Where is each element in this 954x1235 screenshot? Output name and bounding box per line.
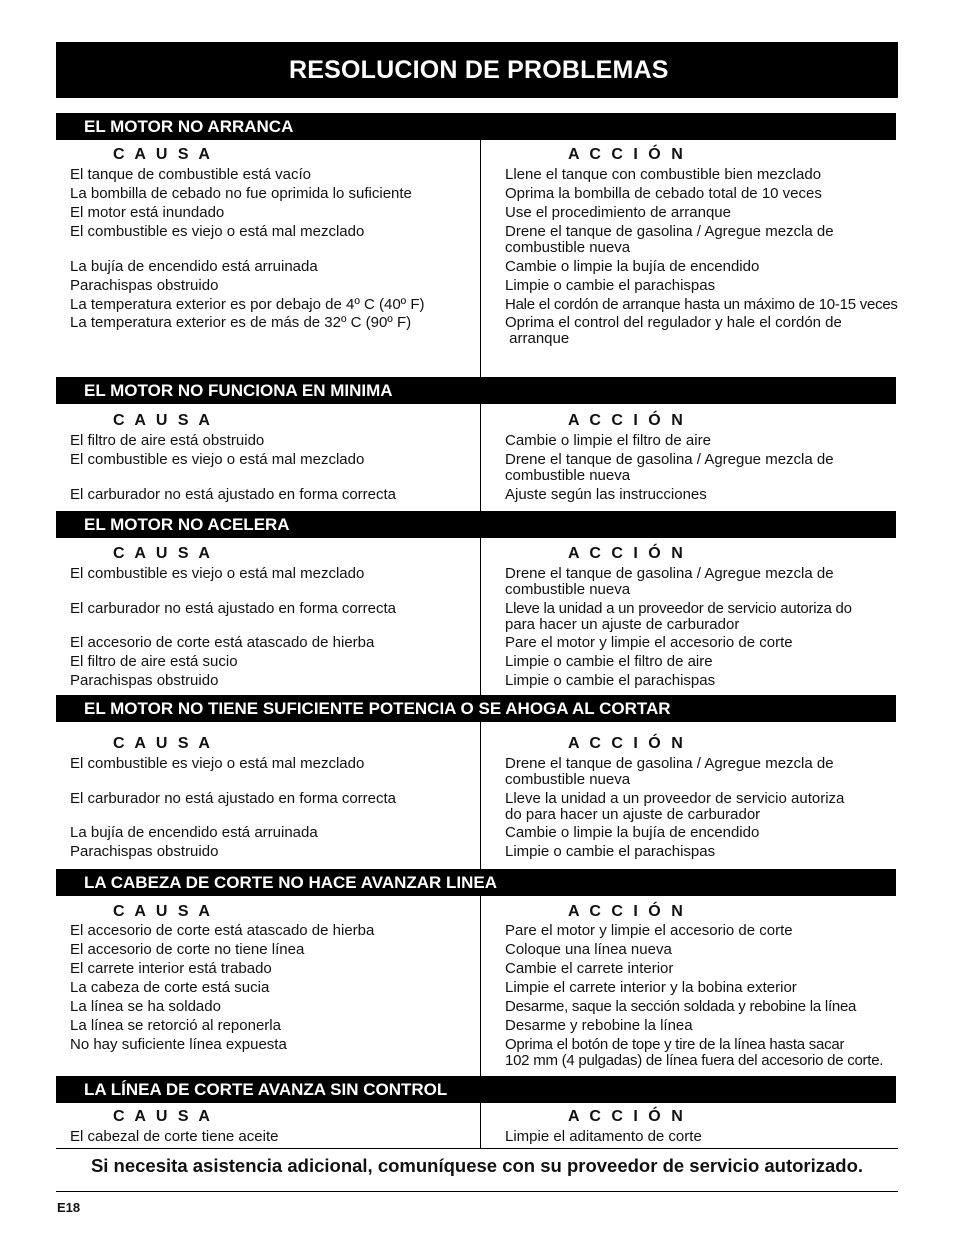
cause-text: La bombilla de cebado no fue oprimida lo suficiente bbox=[70, 185, 412, 202]
cause-text: El accesorio de corte está atascado de hierba bbox=[70, 922, 375, 939]
cause-text: El tanque de combustible está vacío bbox=[70, 166, 311, 183]
footer-note: Si necesita asistencia adicional, comuníquese con su proveedor de servicio autorizado. bbox=[90, 1155, 864, 1176]
cause-header: C A U S A bbox=[113, 735, 213, 752]
cause-text: No hay suficiente línea expuesta bbox=[70, 1036, 287, 1053]
cause-text: La línea se ha soldado bbox=[70, 998, 221, 1015]
action-text: Limpie o cambie el parachispas bbox=[505, 843, 716, 860]
cause-header: C A U S A bbox=[113, 1108, 213, 1125]
column-divider bbox=[480, 404, 481, 511]
section-title: EL MOTOR NO FUNCIONA EN MINIMA bbox=[56, 377, 896, 404]
cause-text: El cabezal de corte tiene aceite bbox=[70, 1128, 279, 1145]
action-text: Oprima el botón de tope y tire de la línea hasta sacar bbox=[505, 1036, 845, 1053]
action-text: Limpie o cambie el parachispas bbox=[505, 277, 716, 294]
cause-text: El filtro de aire está obstruido bbox=[70, 432, 265, 449]
action-text: Desarme, saque la sección soldada y rebobine la línea bbox=[505, 998, 857, 1015]
action-text: Limpie el carrete interior y la bobina exterior bbox=[505, 979, 797, 996]
action-text: 102 mm (4 pulgadas) de línea fuera del accesorio de corte. bbox=[505, 1052, 884, 1069]
action-text: Cambie o limpie el filtro de aire bbox=[505, 432, 711, 449]
cause-text: Parachispas obstruido bbox=[70, 277, 219, 294]
action-text: Hale el cordón de arranque hasta un máximo de 10-15 veces bbox=[505, 296, 898, 313]
action-text: Pare el motor y limpie el accesorio de corte bbox=[505, 634, 793, 651]
section-title: EL MOTOR NO TIENE SUFICIENTE POTENCIA O SE AHOGA AL CORTAR bbox=[56, 695, 896, 722]
cause-header: C A U S A bbox=[113, 146, 213, 163]
action-text: Limpie el aditamento de corte bbox=[505, 1128, 702, 1145]
action-text: combustible nueva bbox=[505, 771, 631, 788]
action-text: Oprima el control del regulador y hale el cordón de bbox=[505, 314, 842, 331]
action-text: Pare el motor y limpie el accesorio de corte bbox=[505, 922, 793, 939]
action-text: combustible nueva bbox=[505, 581, 631, 598]
cause-text: El combustible es viejo o está mal mezclado bbox=[70, 565, 365, 582]
action-text: Coloque una línea nueva bbox=[505, 941, 672, 958]
cause-text: La bujía de encendido está arruinada bbox=[70, 258, 318, 275]
action-text: Cambie el carrete interior bbox=[505, 960, 674, 977]
column-divider bbox=[480, 140, 481, 377]
action-header: A C C I Ó N bbox=[568, 1108, 686, 1125]
page-title-bar bbox=[56, 42, 898, 98]
cause-text: La cabeza de corte está sucia bbox=[70, 979, 270, 996]
action-text: Drene el tanque de gasolina / Agregue mezcla de bbox=[505, 451, 834, 468]
action-text: combustible nueva bbox=[505, 467, 631, 484]
action-text: Cambie o limpie la bujía de encendido bbox=[505, 824, 760, 841]
cause-header: C A U S A bbox=[113, 545, 213, 562]
cause-text: Parachispas obstruido bbox=[70, 843, 219, 860]
action-text: Cambie o limpie la bujía de encendido bbox=[505, 258, 760, 275]
page-number: E18 bbox=[57, 1200, 81, 1215]
action-header: A C C I Ó N bbox=[568, 903, 686, 920]
column-divider bbox=[480, 538, 481, 695]
cause-text: El motor está inundado bbox=[70, 204, 225, 221]
cause-text: El accesorio de corte no tiene línea bbox=[70, 941, 305, 958]
cause-text: Parachispas obstruido bbox=[70, 672, 219, 689]
cause-text: El filtro de aire está sucio bbox=[70, 653, 238, 670]
cause-text: La temperatura exterior es de más de 32º C (90º F) bbox=[70, 314, 412, 331]
page-title: RESOLUCION DE PROBLEMAS bbox=[289, 55, 669, 84]
column-divider bbox=[480, 722, 481, 869]
action-header: A C C I Ó N bbox=[568, 146, 686, 163]
cause-text: La línea se retorció al reponerla bbox=[70, 1017, 281, 1034]
action-text: Drene el tanque de gasolina / Agregue mezcla de bbox=[505, 223, 834, 240]
action-text: do para hacer un ajuste de carburador bbox=[505, 806, 761, 823]
cause-text: El accesorio de corte está atascado de hierba bbox=[70, 634, 375, 651]
action-header: A C C I Ó N bbox=[568, 545, 686, 562]
action-text: Desarme y rebobine la línea bbox=[505, 1017, 693, 1034]
action-text: Use el procedimiento de arranque bbox=[505, 204, 731, 221]
footer-bottom-rule bbox=[56, 1191, 898, 1192]
section-title: EL MOTOR NO ACELERA bbox=[56, 511, 896, 538]
action-text: Limpie o cambie el filtro de aire bbox=[505, 653, 713, 670]
action-text: combustible nueva bbox=[505, 239, 631, 256]
action-text: Drene el tanque de gasolina / Agregue mezcla de bbox=[505, 755, 834, 772]
section-title: LA LÍNEA DE CORTE AVANZA SIN CONTROL bbox=[56, 1076, 896, 1103]
cause-text: La bujía de encendido está arruinada bbox=[70, 824, 318, 841]
action-header: A C C I Ó N bbox=[568, 412, 686, 429]
section-title: LA CABEZA DE CORTE NO HACE AVANZAR LINEA bbox=[56, 869, 896, 896]
cause-text: El combustible es viejo o está mal mezclado bbox=[70, 223, 365, 240]
cause-text: La temperatura exterior es por debajo de 4º C (40º F) bbox=[70, 296, 425, 313]
action-text: arranque bbox=[505, 330, 570, 347]
cause-text: El carrete interior está trabado bbox=[70, 960, 272, 977]
column-divider bbox=[480, 1103, 481, 1148]
action-text: Oprima la bombilla de cebado total de 10 veces bbox=[505, 185, 822, 202]
cause-header: C A U S A bbox=[113, 903, 213, 920]
column-divider bbox=[480, 896, 481, 1076]
cause-text: El combustible es viejo o está mal mezclado bbox=[70, 451, 365, 468]
cause-text: El carburador no está ajustado en forma correcta bbox=[70, 486, 397, 503]
action-text: Drene el tanque de gasolina / Agregue mezcla de bbox=[505, 565, 834, 582]
action-text: para hacer un ajuste de carburador bbox=[505, 616, 740, 633]
action-header: A C C I Ó N bbox=[568, 735, 686, 752]
cause-text: El carburador no está ajustado en forma correcta bbox=[70, 790, 397, 807]
action-text: Llene el tanque con combustible bien mezclado bbox=[505, 166, 822, 183]
cause-text: El carburador no está ajustado en forma correcta bbox=[70, 600, 397, 617]
action-text: Ajuste según las instrucciones bbox=[505, 486, 707, 503]
cause-text: El combustible es viejo o está mal mezclado bbox=[70, 755, 365, 772]
action-text: Limpie o cambie el parachispas bbox=[505, 672, 716, 689]
footer-top-rule bbox=[56, 1148, 898, 1149]
cause-header: C A U S A bbox=[113, 412, 213, 429]
section-title: EL MOTOR NO ARRANCA bbox=[56, 113, 896, 140]
action-text: Lleve la unidad a un proveedor de servicio autoriza do bbox=[505, 600, 852, 617]
action-text: Lleve la unidad a un proveedor de servicio autoriza bbox=[505, 790, 845, 807]
